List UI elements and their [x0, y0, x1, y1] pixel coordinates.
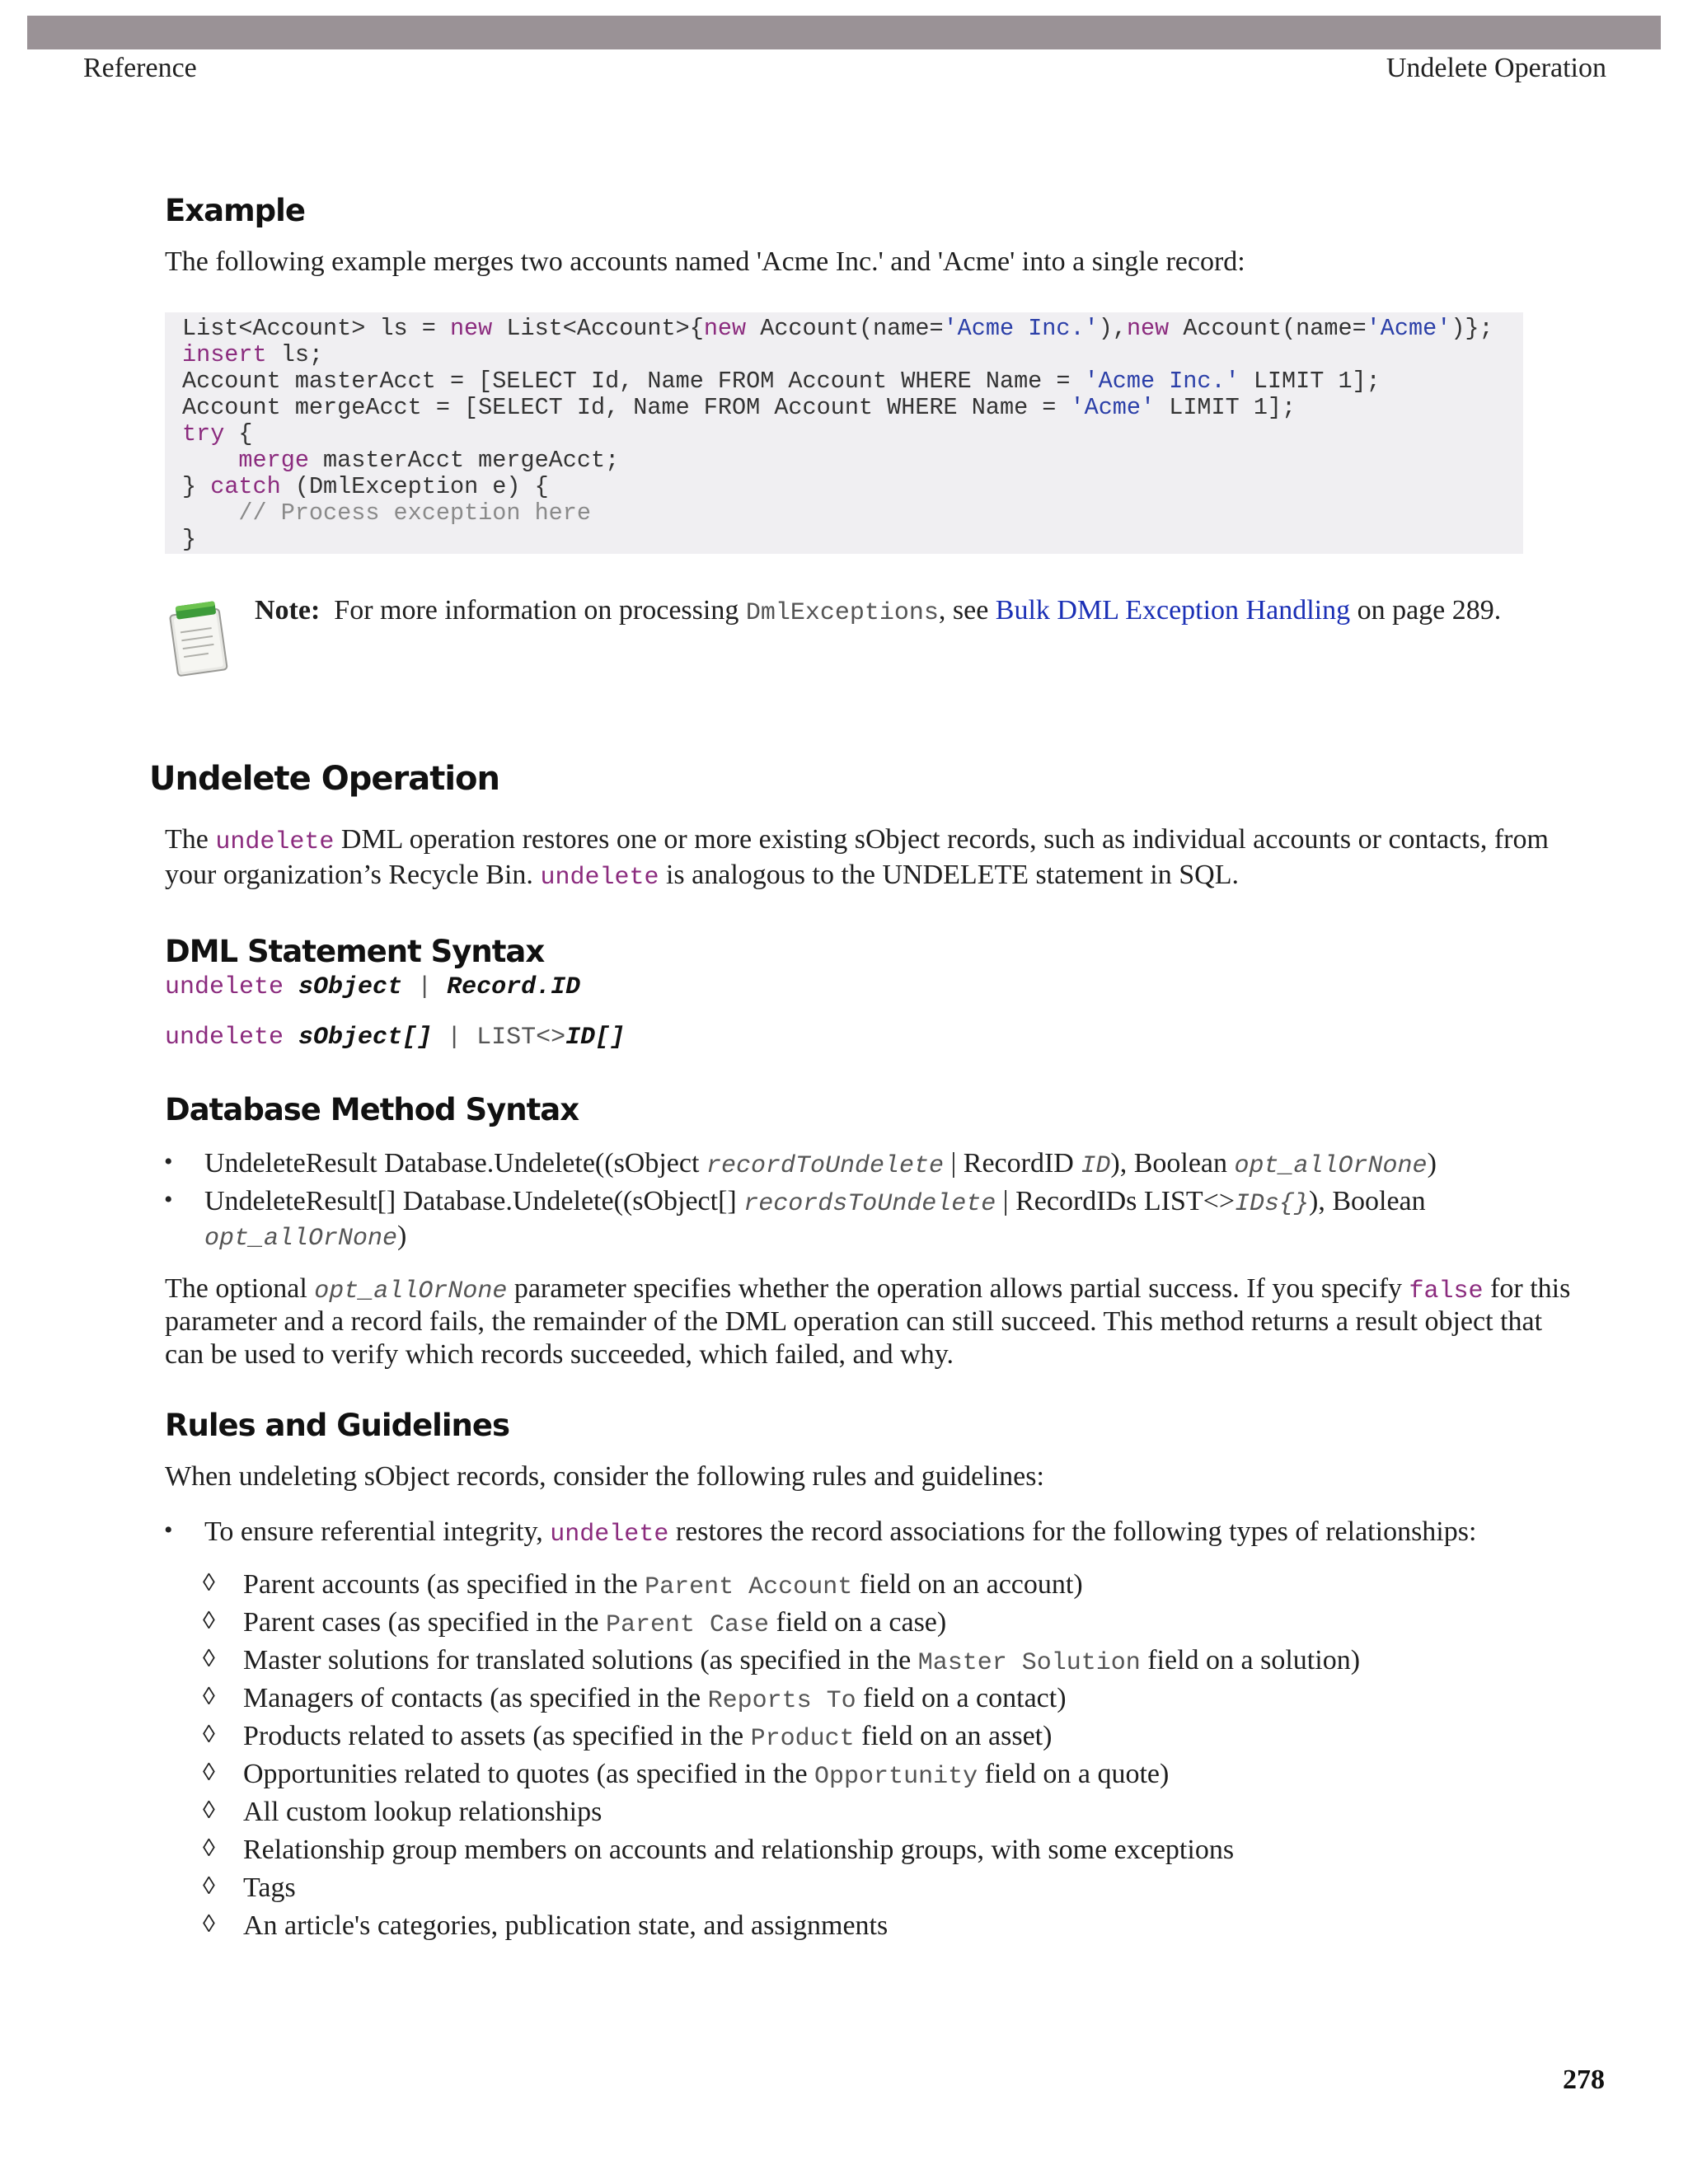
note-icon — [164, 593, 238, 684]
list-item: Relationship group members on accounts and relationship groups, with some exceptions — [243, 1835, 1235, 1865]
diamond-icon: ◊ — [203, 1721, 215, 1748]
code-line: List<Account> ls = new List<Account>{new Account(name='Acme Inc.'),new Account(name='Acme')}; — [182, 315, 1493, 342]
list-item: Tags — [243, 1872, 296, 1903]
list-item: Master solutions for translated solutions (as specified in the Master Solution field on a solution) — [243, 1645, 1361, 1677]
bulk-dml-exception-link[interactable]: Bulk DML Exception Handling — [995, 595, 1351, 626]
page-number: 278 — [1563, 2064, 1605, 2095]
dml-statement-syntax-heading: DML Statement Syntax — [165, 934, 545, 969]
diamond-icon: ◊ — [203, 1910, 215, 1938]
diamond-icon: ◊ — [203, 1683, 215, 1710]
undelete-operation-heading: Undelete Operation — [149, 760, 500, 798]
code-line: merge masterAcct mergeAcct; — [238, 447, 620, 474]
bullet-icon: • — [164, 1148, 173, 1175]
rules-intro: When undeleting sObject records, consider the following rules and guidelines: — [165, 1461, 1044, 1492]
code-line: // Process exception here — [238, 499, 591, 527]
example-intro: The following example merges two accounts named 'Acme Inc.' and 'Acme' into a single record: — [165, 246, 1245, 277]
list-item: Parent accounts (as specified in the Parent Account field on an account) — [243, 1569, 1083, 1601]
rules-guidelines-heading: Rules and Guidelines — [165, 1408, 509, 1443]
optional-param-line3: can be used to verify which records succeeded, which failed, and why. — [165, 1339, 954, 1370]
note-text: Note: For more information on processing DmlExceptions, see Bulk DML Exception Handling on page 289. — [255, 595, 1502, 627]
diamond-icon: ◊ — [203, 1759, 215, 1786]
example-heading: Example — [165, 193, 305, 228]
list-item: Products related to assets (as specified in the Product field on an asset) — [243, 1721, 1053, 1753]
db-method-2-cont: opt_allOrNone) — [204, 1221, 407, 1253]
rule-referential-integrity: To ensure referential integrity, undelete restores the record associations for the following types of relationships: — [204, 1516, 1477, 1549]
dml-syntax-line1: undelete sObject | Record.ID — [165, 973, 581, 1001]
diamond-icon: ◊ — [203, 1645, 215, 1672]
header-topic-label: Undelete Operation — [1386, 53, 1606, 83]
diamond-icon: ◊ — [203, 1797, 215, 1824]
code-line: Account mergeAcct = [SELECT Id, Name FROM Account WHERE Name = 'Acme' LIMIT 1]; — [182, 394, 1296, 421]
list-item: All custom lookup relationships — [243, 1797, 603, 1827]
optional-param-line1: The optional opt_allOrNone parameter specifies whether the operation allows partial success. If you specify false for this — [165, 1273, 1571, 1305]
dml-syntax-line2: undelete sObject[] | LIST<>ID[] — [165, 1024, 626, 1052]
database-method-syntax-heading: Database Method Syntax — [165, 1092, 579, 1127]
note-inline-code: DmlExceptions — [745, 599, 939, 627]
header-section-label: Reference — [83, 53, 197, 83]
list-item: Opportunities related to quotes (as specified in the Opportunity field on a quote) — [243, 1759, 1170, 1791]
code-block — [165, 312, 1523, 554]
undelete-paragraph-line1: The undelete DML operation restores one or more existing sObject records, such as individual accounts or contacts, from — [165, 824, 1549, 856]
code-line: try { — [182, 420, 253, 448]
diamond-icon: ◊ — [203, 1835, 215, 1862]
code-line: } catch (DmlException e) { — [182, 473, 549, 500]
code-line: insert ls; — [182, 341, 324, 368]
diamond-icon: ◊ — [203, 1872, 215, 1900]
db-method-2: UndeleteResult[] Database.Undelete((sObject[] recordsToUndelete | RecordIDs LIST<>IDs{}), Boolean — [204, 1186, 1426, 1218]
optional-param-line2: parameter and a record fails, the remainder of the DML operation can still succeed. This method returns a result object that — [165, 1306, 1543, 1337]
bullet-icon: • — [164, 1186, 173, 1213]
diamond-icon: ◊ — [203, 1607, 215, 1634]
code-line: Account masterAcct = [SELECT Id, Name FROM Account WHERE Name = 'Acme Inc.' LIMIT 1]; — [182, 368, 1381, 395]
diamond-icon: ◊ — [203, 1569, 215, 1596]
undelete-paragraph-line2: your organization’s Recycle Bin. undelete is analogous to the UNDELETE statement in SQL. — [165, 860, 1239, 892]
note-label: Note: — [255, 595, 321, 626]
list-item: Parent cases (as specified in the Parent Case field on a case) — [243, 1607, 947, 1639]
bullet-icon: • — [164, 1516, 173, 1544]
page-header-bar — [27, 16, 1661, 49]
list-item: Managers of contacts (as specified in the Reports To field on a contact) — [243, 1683, 1067, 1715]
code-line: } — [182, 526, 197, 553]
db-method-1: UndeleteResult Database.Undelete((sObject recordToUndelete | RecordID ID), Boolean opt_allOrNone) — [204, 1148, 1437, 1180]
list-item: An article's categories, publication state, and assignments — [243, 1910, 889, 1941]
